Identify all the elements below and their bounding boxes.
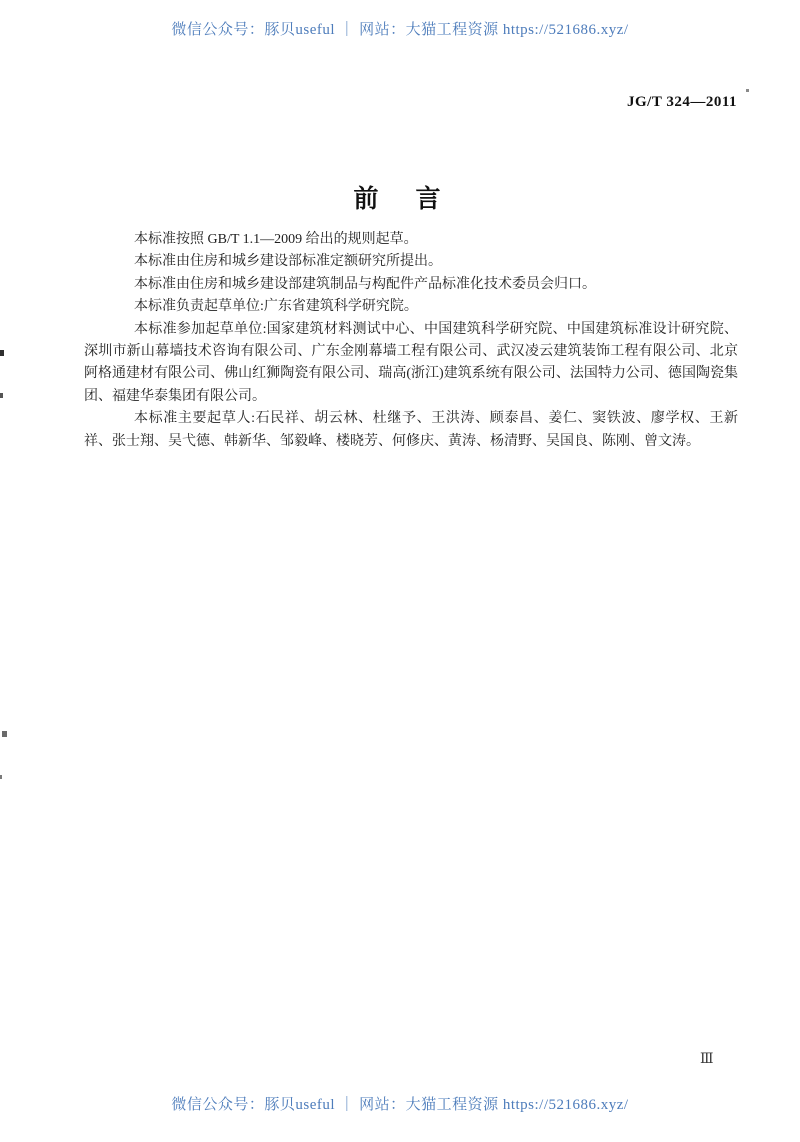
watermark-top (0, 18, 800, 39)
page-title: 前 言 (353, 185, 447, 213)
watermark-bottom-text: 微信公众号：豚贝useful ｜ 网站：大猫工程资源 https://521686.xyz/ (171, 1097, 629, 1113)
foreword-paragraph: 本标准主要起草人:石民祥、胡云林、杜继予、王洪涛、顾泰昌、姜仁、窦铁波、廖学权、王新祥、张士翔、吴弋德、韩新华、邹毅峰、楼晓芳、何修庆、黄涛、杨清野、吴国良、陈刚、曾文涛。 (84, 411, 738, 449)
scan-artifact (0, 350, 4, 356)
foreword-paragraph: 本标准参加起草单位:国家建筑材料测试中心、中国建筑科学研究院、中国建筑标准设计研究院、深圳市新山幕墙技术咨询有限公司、广东金刚幕墙工程有限公司、武汉凌云建筑装饰工程有限公司、北京阿格通建材有限公司、佛山红狮陶瓷有限公司、瑞高(浙江)建筑系统有限公司、法国特力公司、德国陶瓷集团、福建华泰集团有限公司。 (84, 321, 738, 404)
scan-artifact (2, 731, 7, 737)
scan-artifact (746, 89, 749, 92)
foreword-body (84, 229, 738, 453)
foreword-paragraph: 本标准由住房和城乡建设部标准定额研究所提出。 (134, 254, 442, 270)
scan-artifact (0, 393, 3, 398)
watermark-top-text: 微信公众号：豚贝useful ｜ 网站：大猫工程资源 https://521686.xyz/ (171, 22, 629, 38)
scan-artifact (0, 775, 2, 779)
foreword-paragraph: 本标准按照 GB/T 1.1—2009 给出的规则起草。 (134, 232, 418, 247)
foreword-paragraph: 本标准负责起草单位:广东省建筑科学研究院。 (134, 299, 418, 315)
watermark-bottom (0, 1093, 800, 1114)
standard-code: JG/T 324—2011 (627, 94, 737, 110)
page-number: Ⅲ (700, 1052, 714, 1067)
foreword-paragraph: 本标准由住房和城乡建设部建筑制品与构配件产品标准化技术委员会归口。 (134, 276, 596, 292)
